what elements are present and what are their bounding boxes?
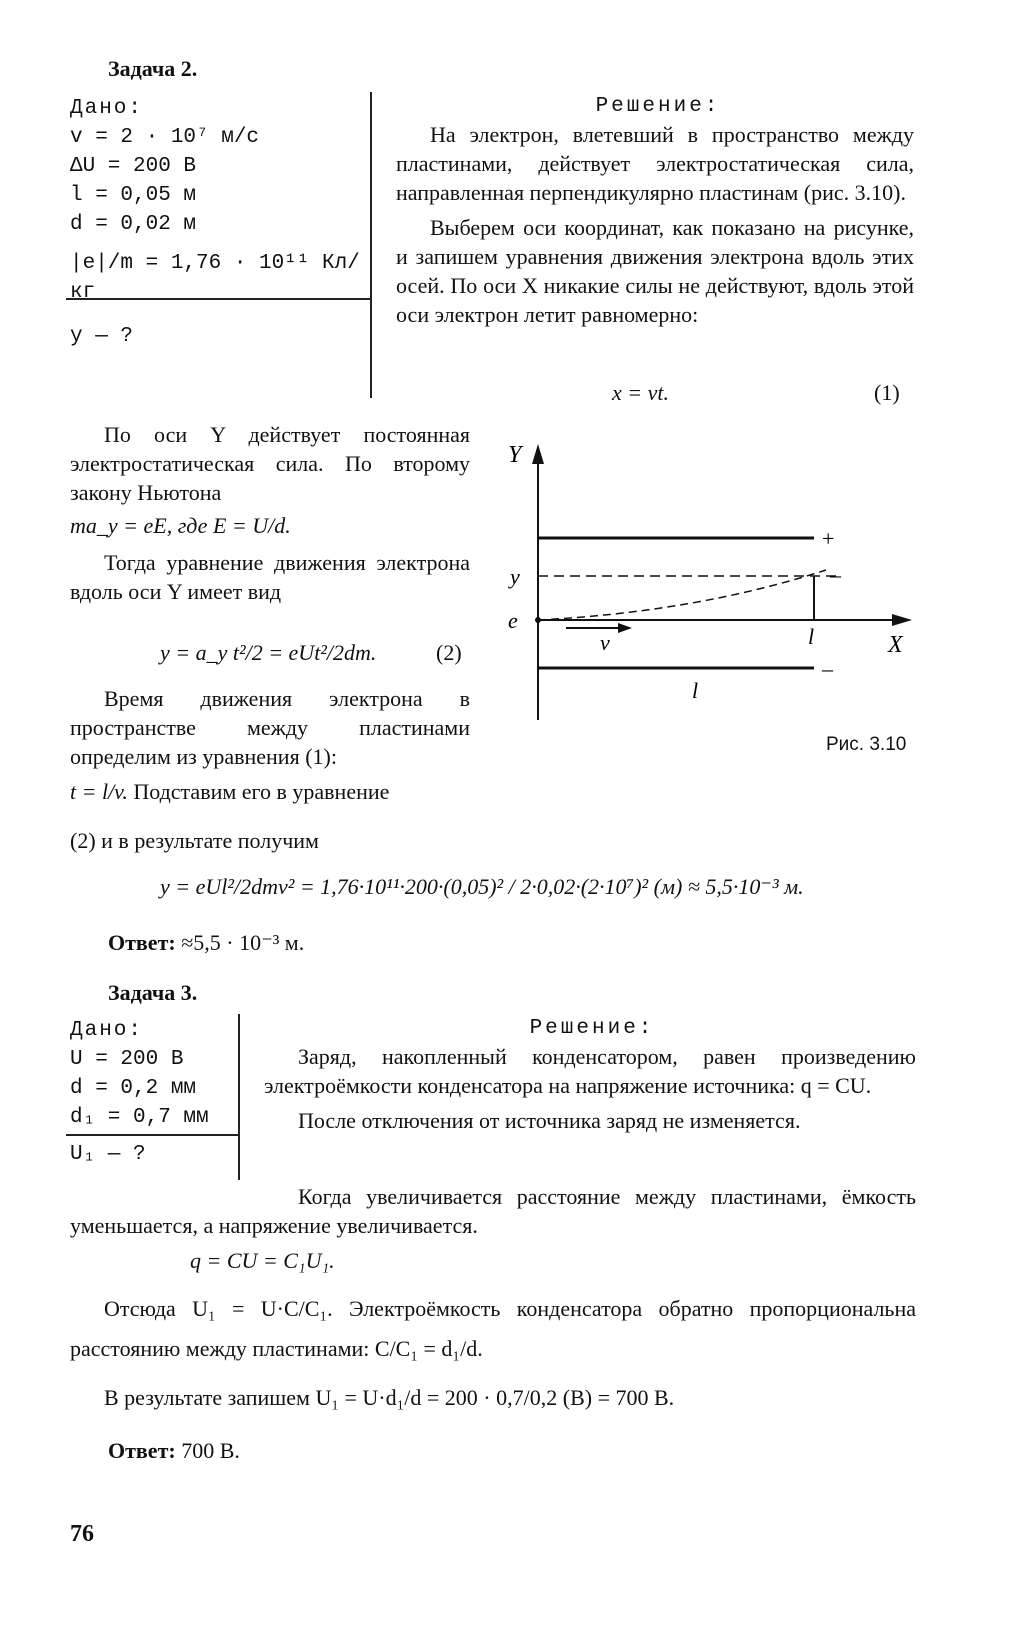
velocity-arrow-icon xyxy=(618,623,632,633)
given-item: U = 200 В xyxy=(70,1048,184,1071)
paragraph: Выберем оси координат, как показано на рисунке, и запишем уравнения движения электрона вдоль этих осей. По оси X никакие силы не действуют, вдоль этой оси электрон летит равномерно: xyxy=(396,215,914,327)
text: Подставим его в уравнение xyxy=(133,779,390,804)
minus-sign: – xyxy=(822,656,833,681)
given-label: Дано: xyxy=(70,1019,144,1042)
x-axis-arrow-icon xyxy=(892,614,912,626)
task2-answer xyxy=(108,928,304,957)
given-separator xyxy=(370,92,372,398)
task2-solution-left xyxy=(70,420,470,606)
x-axis-label: X xyxy=(888,632,903,658)
electron-trajectory xyxy=(538,570,826,620)
task3-title: Задача 3. xyxy=(108,980,198,1005)
y-axis-label: Y xyxy=(508,442,522,468)
v-mark-label: v xyxy=(600,630,610,655)
paragraph: По оси Y действует постоянная электростатическая сила. По второму закону Ньютона xyxy=(70,422,470,505)
given-item: l = 0,05 м xyxy=(70,184,197,207)
figure-caption: Рис. 3.10 xyxy=(826,734,907,755)
l-mark-label: l xyxy=(808,624,815,649)
charge-equation: q = CU = C₁U₁. xyxy=(190,1248,335,1273)
equation-2-number: (2) xyxy=(436,640,462,665)
l-bottom-label: l xyxy=(692,678,699,703)
task2-solution-left-2 xyxy=(70,684,470,806)
paragraph: Заряд, накопленный конденсатором, равен произведению электроёмкости конденсатора на напряжение источника: q = CU. xyxy=(264,1044,916,1098)
answer-value: ≈5,5 · 10⁻³ м. xyxy=(181,930,305,955)
given-label: Дано: xyxy=(70,97,144,120)
task3-solution-top xyxy=(264,1042,916,1135)
paragraph: Когда увеличивается расстояние между пластинами, ёмкость уменьшается, а напряжение увеличивается. xyxy=(70,1184,916,1238)
minus-sign: – xyxy=(830,562,841,587)
task2-given xyxy=(70,94,370,307)
task2-unknown: y — ? xyxy=(70,325,134,348)
task3-answer xyxy=(108,1436,240,1465)
paragraph: Отсюда U₁ = U·C/C₁. Электроёмкость конденсатора обратно пропорциональна расстоянию между пластинами: C/C₁ = d₁/d. xyxy=(70,1296,916,1361)
task2-solution-top xyxy=(396,120,914,329)
given-item: d₁ = 0,7 мм xyxy=(70,1106,209,1129)
figure-3-10 xyxy=(496,430,926,730)
answer-label: Ответ: xyxy=(108,1438,176,1463)
task3-solution-bottom xyxy=(70,1182,916,1412)
given-item: d = 0,02 м xyxy=(70,213,197,236)
electron-dot xyxy=(535,617,541,623)
answer-label: Ответ: xyxy=(108,930,176,955)
given-item: |e|/m = 1,76 · 10¹¹ Кл/кг xyxy=(70,252,360,304)
final-equation: y = eUl²/2dmv² = 1,76·10¹¹·200·(0,05)² / 2·0,02·(2·10⁷)² (м) ≈ 5,5·10⁻³ м. xyxy=(160,874,804,899)
given-item: ΔU = 200 В xyxy=(70,155,197,178)
task2-title: Задача 2. xyxy=(108,56,198,81)
equation-1: x = vt. xyxy=(612,380,669,405)
given-divider xyxy=(66,1134,240,1136)
paragraph: (2) и в результате получим xyxy=(70,828,319,853)
given-divider xyxy=(66,298,370,300)
given-separator xyxy=(238,1014,240,1180)
y-mark-label: y xyxy=(510,564,520,589)
equation-2: y = a_y t²/2 = eUt²/2dm. xyxy=(160,640,377,665)
plus-sign: + xyxy=(822,526,835,551)
given-item: v = 2 · 10⁷ м/с xyxy=(70,126,260,149)
newton-law: ma_y = eE, где E = U/d. xyxy=(70,513,291,538)
answer-value: 700 В. xyxy=(181,1438,240,1463)
paragraph xyxy=(70,777,470,806)
page-number: 76 xyxy=(70,1521,94,1547)
task3-given xyxy=(70,1016,240,1132)
paragraph: На электрон, влетевший в пространство между пластинами, действует электростатическая сила, направленная перпендикулярно пластинам (рис. 3.10). xyxy=(396,122,914,205)
paragraph: Тогда уравнение движения электрона вдоль оси Y имеет вид xyxy=(70,550,470,604)
task3-unknown: U₁ — ? xyxy=(70,1143,146,1166)
task2-solution-label: Решение: xyxy=(595,95,721,118)
y-axis-arrow-icon xyxy=(532,444,544,464)
equation-1-number: (1) xyxy=(874,380,900,405)
e-mark-label: e xyxy=(508,608,518,633)
time-formula: t = l/v. xyxy=(70,779,128,804)
paragraph: В результате запишем U₁ = U·d₁/d = 200 · 0,7/0,2 (В) = 700 В. xyxy=(104,1385,675,1410)
paragraph: После отключения от источника заряд не изменяется. xyxy=(298,1108,801,1133)
paragraph: Время движения электрона в пространстве между пластинами определим из уравнения (1): xyxy=(70,686,470,769)
given-item: d = 0,2 мм xyxy=(70,1077,197,1100)
task3-solution-label: Решение: xyxy=(529,1017,655,1040)
